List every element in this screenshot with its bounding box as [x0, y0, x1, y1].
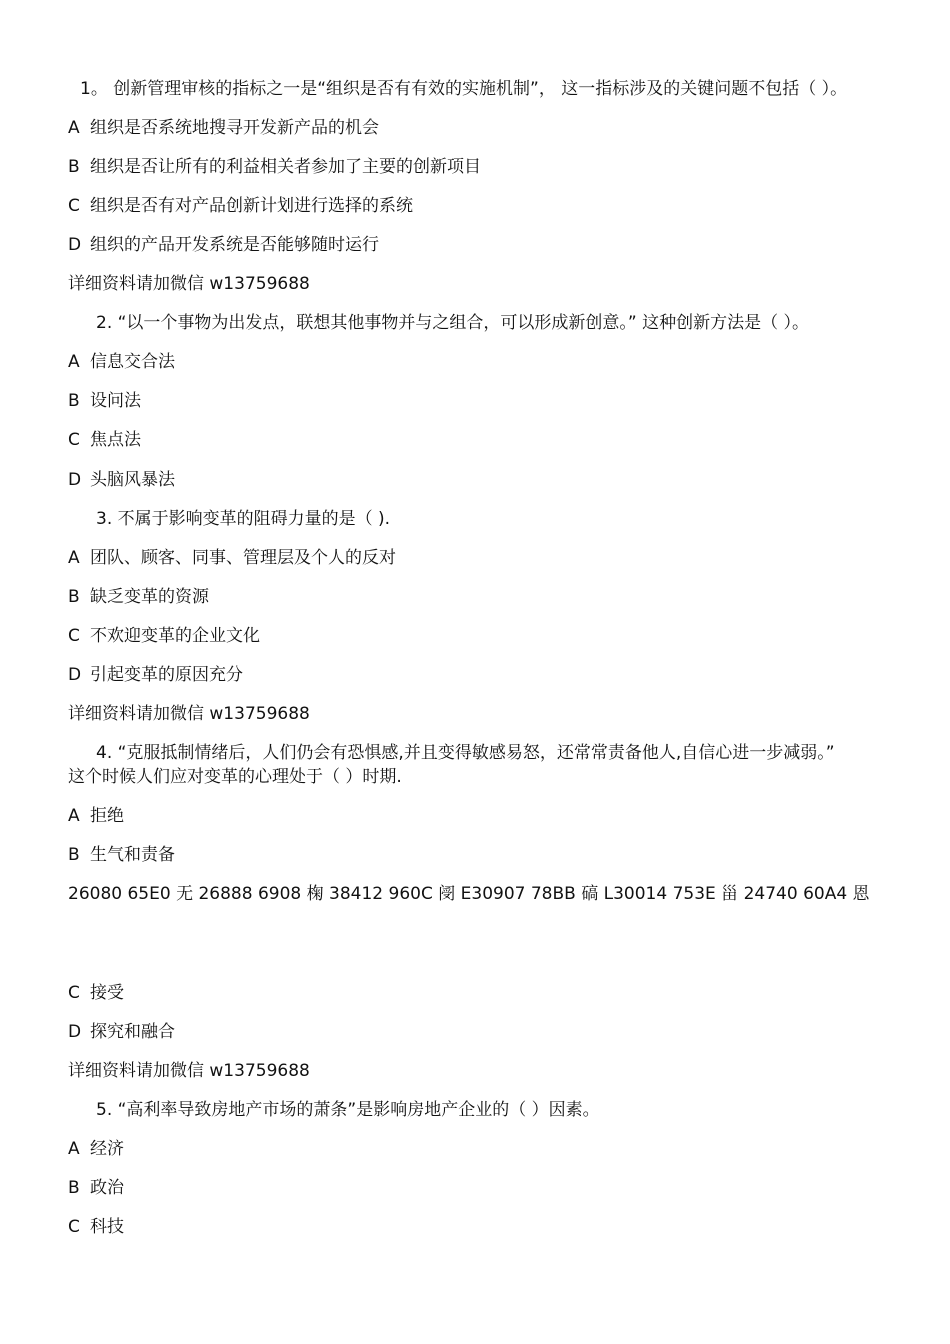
- question-5-stem: 5. “高利率导致房地产市场的萧条”是影响房地产企业的（ ）因素。: [96, 1100, 600, 1120]
- option-text: 组织是否让所有的利益相关者参加了主要的创新项目: [90, 157, 481, 177]
- q4-option-b: [68, 843, 175, 867]
- option-text: 头脑风暴法: [90, 470, 175, 490]
- option-letter: A: [68, 352, 80, 372]
- option-text: 经济: [90, 1139, 124, 1159]
- q3-option-a: [68, 546, 396, 570]
- option-letter: D: [68, 235, 82, 255]
- option-letter: C: [68, 983, 80, 1003]
- option-letter: B: [68, 391, 80, 411]
- option-letter: B: [68, 587, 80, 607]
- option-letter: D: [68, 665, 82, 685]
- option-text: 信息交合法: [90, 352, 175, 372]
- option-text: 缺乏变革的资源: [90, 587, 209, 607]
- q5-option-a: [68, 1137, 124, 1161]
- option-letter: C: [68, 196, 80, 216]
- option-letter: C: [68, 430, 80, 450]
- garbled-text-block: 26080 65E0 无 26888 6908 椈 38412 960C 阌 E30907 78BB 碻 L30014 753E 甾 24740 60A4 恩: [68, 884, 870, 904]
- question-2-stem: 2. “以一个事物为出发点，联想其他事物并与之组合，可以形成新创意。” 这种创新方法是（ ）。: [96, 313, 810, 333]
- option-text: 生气和责备: [90, 845, 175, 865]
- option-text: 科技: [90, 1217, 124, 1237]
- option-letter: C: [68, 1217, 80, 1237]
- question-3-stem: 3. 不属于影响变革的阻碍力量的是（ ).: [96, 509, 391, 529]
- option-letter: D: [68, 1022, 82, 1042]
- option-text: 团队、顾客、同事、管理层及个人的反对: [90, 548, 396, 568]
- option-text: 引起变革的原因充分: [90, 665, 243, 685]
- q4-option-a: [68, 804, 124, 828]
- contact-note-2: 详细资料请加微信 w13759688: [68, 704, 310, 724]
- q3-option-d: [68, 663, 243, 687]
- q4-option-c: [68, 981, 124, 1005]
- option-text: 组织是否有对产品创新计划进行选择的系统: [90, 196, 413, 216]
- option-letter: B: [68, 845, 80, 865]
- q1-option-b: [68, 155, 481, 179]
- q1-option-d: [68, 233, 379, 257]
- option-text: 组织的产品开发系统是否能够随时运行: [90, 235, 379, 255]
- q1-option-c: [68, 194, 413, 218]
- option-letter: A: [68, 118, 80, 138]
- contact-note-1: 详细资料请加微信 w13759688: [68, 274, 310, 294]
- q4-option-d: [68, 1020, 175, 1044]
- q2-option-c: [68, 428, 141, 452]
- option-letter: A: [68, 1139, 80, 1159]
- option-letter: B: [68, 157, 80, 177]
- question-4-stem-line1: 4. “克服抵制情绪后，人们仍会有恐惧感,并且变得敏感易怒，还常常责备他人,自信心进一步减弱。”: [96, 743, 835, 763]
- q2-option-d: [68, 468, 175, 492]
- option-letter: A: [68, 548, 80, 568]
- q5-option-b: [68, 1176, 124, 1200]
- option-text: 探究和融合: [90, 1022, 175, 1042]
- q5-option-c: [68, 1215, 124, 1239]
- contact-note-3: 详细资料请加微信 w13759688: [68, 1061, 310, 1081]
- question-4-stem-line2: 这个时候人们应对变革的心理处于（ ）时期.: [68, 767, 402, 787]
- q2-option-b: [68, 389, 141, 413]
- q3-option-c: [68, 624, 260, 648]
- option-letter: A: [68, 806, 80, 826]
- q2-option-a: [68, 350, 175, 374]
- option-text: 组织是否系统地搜寻开发新产品的机会: [90, 118, 379, 138]
- question-1-stem: 1。 创新管理审核的指标之一是“组织是否有有效的实施机制”， 这一指标涉及的关键问题不包括（ ）。: [80, 79, 848, 99]
- option-letter: B: [68, 1178, 80, 1198]
- option-text: 拒绝: [90, 806, 124, 826]
- option-text: 接受: [90, 983, 124, 1003]
- option-text: 政治: [90, 1178, 124, 1198]
- q3-option-b: [68, 585, 209, 609]
- option-letter: C: [68, 626, 80, 646]
- q1-option-a: [68, 116, 379, 140]
- option-text: 设问法: [90, 391, 141, 411]
- option-text: 不欢迎变革的企业文化: [90, 626, 260, 646]
- option-letter: D: [68, 470, 82, 490]
- option-text: 焦点法: [90, 430, 141, 450]
